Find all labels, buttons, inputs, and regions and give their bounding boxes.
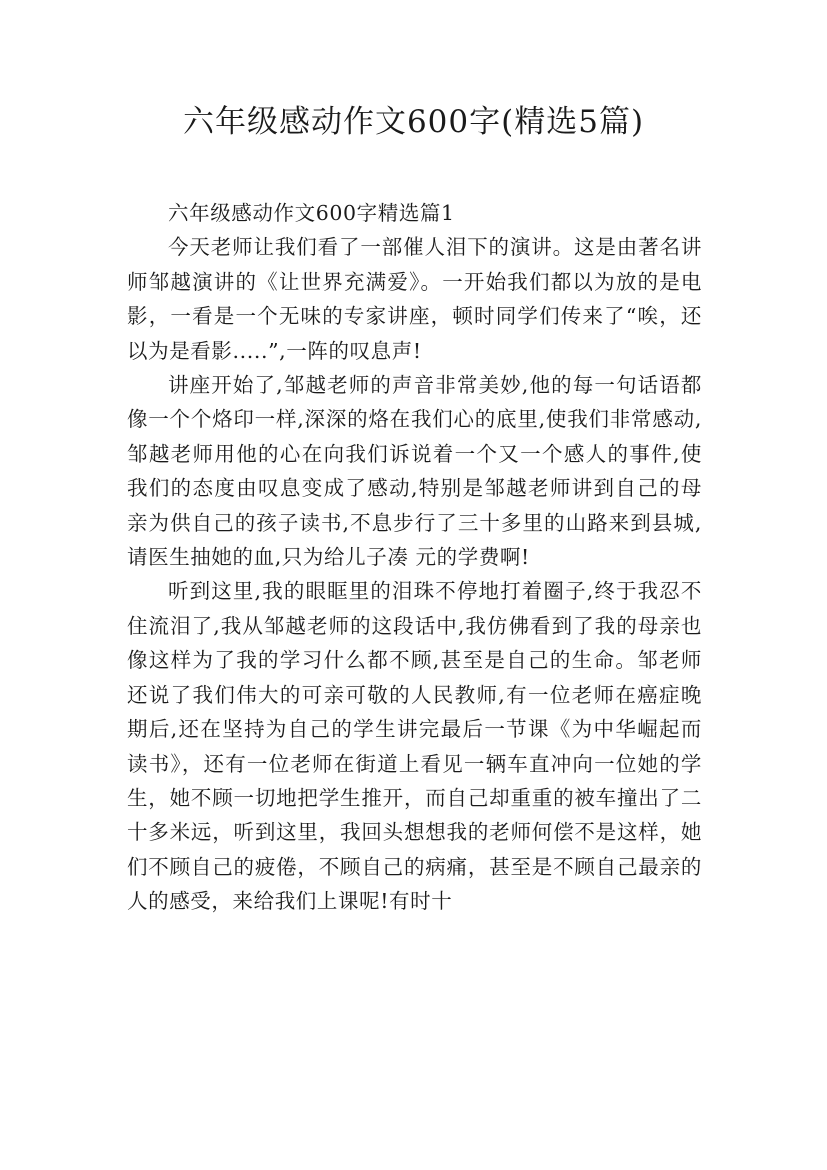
document-title: 六年级感动作文600字(精选5篇) [182, 104, 645, 140]
body-paragraph: 听到这里,我的眼眶里的泪珠不停地打着圈子,终于我忍不住流泪了,我从邹越老师的这段话中,我仿佛看到了我的母亲也像这样为了我的学习什么都不顾,甚至是自己的生命。邹老师还说了我们伟大的可亲可敬的人民教师,有一位老师在癌症晚期后,还在坚持为自己的学生讲完最后一节课《为中华崛起而读书》，还有一位老师在街道上看见一辆车直冲向一位她的学生，她不顾一切地把学生推开，而自己却重重的被车撞出了二十多米远，听到这里，我回头想想我的老师何偿不是这样，她们不顾自己的疲倦，不顾自己的病痛，甚至是不顾自己最亲的人的感受，来给我们上课呢!有时十 [127, 579, 702, 914]
body-paragraph: 今天老师让我们看了一部催人泪下的演讲。这是由著名讲师邹越演讲的《让世界充满爱》。一开始我们都以为放的是电影，一看是一个无味的专家讲座，顿时同学们传来了“唉，还以为是看影.....”,一阵的叹息声! [127, 235, 702, 363]
body-paragraph: 讲座开始了,邹越老师的声音非常美妙,他的每一句话语都像一个个烙印一样,深深的烙在我们心的底里,使我们非常感动,邹越老师用他的心在向我们诉说着一个又一个感人的事件,使我们的态度由叹息变成了感动,特别是邹越老师讲到自己的母亲为供自己的孩子读书,不息步行了三十多里的山路来到县城,请医生抽她的血,只为给儿子凑 元的学费啊! [127, 373, 702, 570]
document-body [127, 196, 702, 919]
section-heading: 六年级感动作文600字精选篇1 [168, 201, 455, 225]
